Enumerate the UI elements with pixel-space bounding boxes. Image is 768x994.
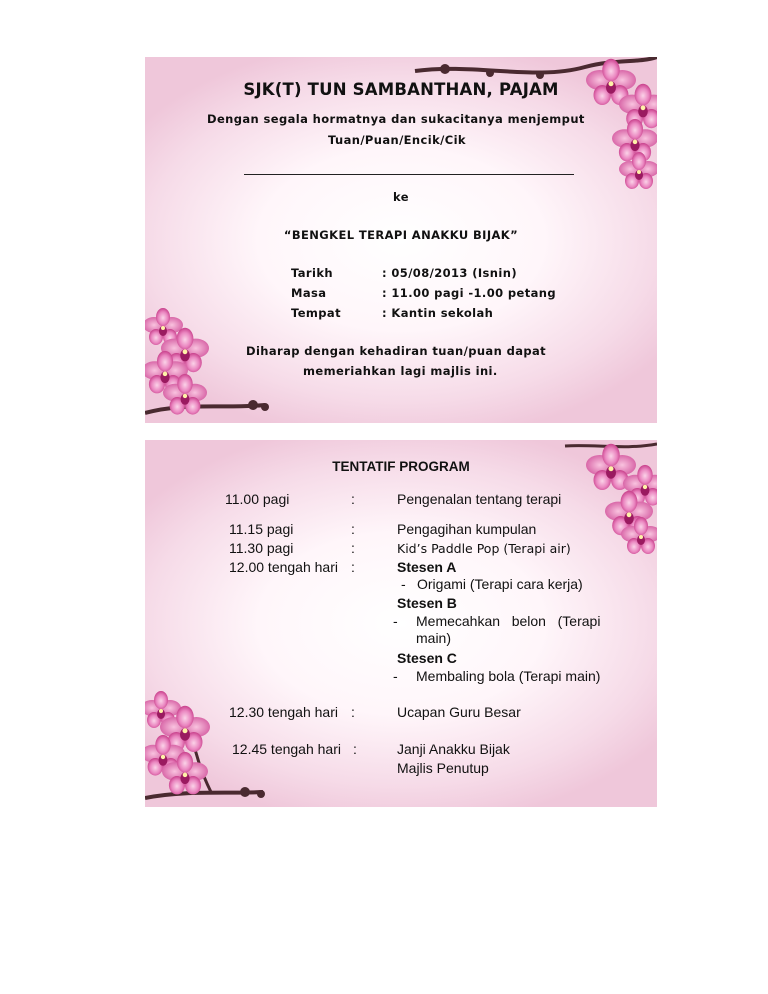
event-name: “BENGKEL TERAPI ANAKKU BIJAK”	[283, 228, 519, 242]
orchid-flower-icon	[160, 706, 210, 752]
program-time: 12.45 tengah hari	[232, 741, 341, 757]
list-dash: -	[393, 668, 398, 684]
detail-value-masa: : 11.00 pagi -1.00 petang	[382, 286, 557, 300]
invitation-card	[145, 57, 657, 423]
station-b-label: Stesen B	[397, 595, 457, 611]
orchid-flower-icon	[619, 152, 657, 189]
detail-label-masa: Masa	[291, 286, 327, 300]
orchid-flower-icon	[145, 308, 183, 345]
detail-label-tempat: Tempat	[291, 306, 341, 320]
greeting-line-2: Tuan/Puan/Encik/Cik	[328, 133, 466, 147]
closing-line-2: memeriahkan lagi majlis ini.	[303, 364, 498, 378]
orchid-flower-icon	[612, 119, 657, 162]
station-c-label: Stesen C	[397, 650, 457, 666]
list-dash: -	[401, 576, 406, 592]
program-colon: :	[351, 559, 355, 575]
list-dash: -	[393, 613, 398, 629]
orchid-flower-icon	[621, 517, 657, 554]
orchid-flower-icon	[145, 691, 181, 728]
greeting-line-1: Dengan segala hormatnya dan sukacitanya menjemput	[207, 112, 585, 126]
detail-value-tarikh: : 05/08/2013 (Isnin)	[382, 266, 517, 280]
orchid-flower-icon	[162, 752, 208, 795]
program-time: 11.00 pagi	[225, 491, 290, 507]
program-colon: :	[351, 540, 355, 556]
program-time: 12.00 tengah hari	[229, 559, 338, 575]
orchid-flower-icon	[145, 735, 185, 776]
orchid-flower-icon	[163, 374, 207, 415]
program-colon: :	[351, 491, 355, 507]
school-name: SJK(T) TUN SAMBANTHAN, PAJAM	[243, 80, 559, 99]
detail-label-tarikh: Tarikh	[291, 266, 333, 280]
program-activity: Pengenalan tentang terapi	[397, 491, 562, 507]
orchid-flower-icon	[145, 351, 188, 394]
station-a-label: Stesen A	[397, 559, 457, 575]
program-colon: :	[351, 521, 355, 537]
program-colon: :	[353, 741, 357, 757]
station-a-activity: Origami (Terapi cara kerja)	[417, 576, 583, 592]
program-colon: :	[351, 704, 355, 720]
program-card	[145, 440, 657, 807]
closing-line-1: Diharap dengan kehadiran tuan/puan dapat	[246, 344, 547, 358]
orchid-flower-icon	[605, 491, 653, 535]
program-time: 12.30 tengah hari	[229, 704, 338, 720]
ke-text: ke	[393, 190, 409, 204]
station-c-activity: Membaling bola (Terapi main)	[416, 668, 601, 684]
program-time: 11.15 pagi	[229, 521, 294, 537]
program-title: TENTATIF PROGRAM	[332, 459, 470, 474]
station-b-activity-cont: main)	[416, 630, 452, 646]
program-activity: Kid’s Paddle Pop (Terapi air)	[397, 541, 571, 556]
detail-value-tempat: : Kantin sekolah	[382, 306, 494, 320]
station-b-activity: Memecahkan belon (Terapi	[416, 613, 601, 629]
program-activity: Janji Anakku Bijak	[397, 741, 510, 757]
program-closing: Majlis Penutup	[397, 760, 489, 776]
program-activity: Ucapan Guru Besar	[397, 704, 521, 720]
program-activity: Pengagihan kumpulan	[397, 521, 537, 537]
program-time: 11.30 pagi	[229, 540, 294, 556]
name-blank-line	[244, 174, 574, 175]
orchid-flower-icon	[161, 328, 209, 372]
